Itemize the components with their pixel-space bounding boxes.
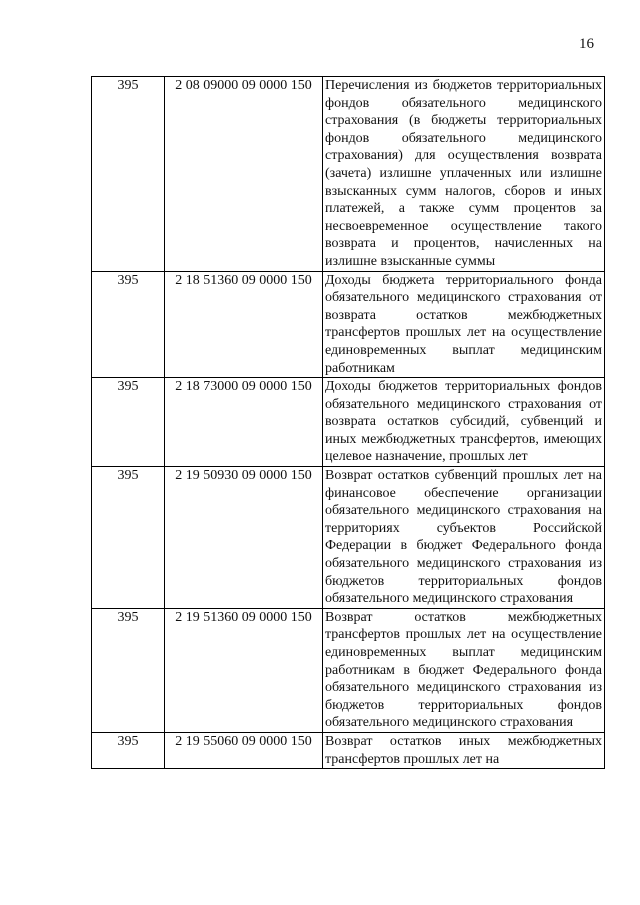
revenue-name-cell: Возврат остатков межбюджетных трансфертов прошлых лет на осуществление единовременных выплат медицинским работникам в бюджет Федерального фонда обязательного медицинского страхования из бюджетов территориальных фондов обязательного медицинского страхования xyxy=(323,608,605,732)
admin-code-cell: 395 xyxy=(92,732,165,768)
table-row xyxy=(92,378,605,467)
classification-code-cell: 2 08 09000 09 0000 150 xyxy=(165,77,323,272)
classification-code-cell: 2 19 51360 09 0000 150 xyxy=(165,608,323,732)
admin-code-cell: 395 xyxy=(92,378,165,467)
table-row xyxy=(92,732,605,768)
table-row xyxy=(92,77,605,272)
page-number: 16 xyxy=(579,36,594,52)
classification-code-cell: 2 19 55060 09 0000 150 xyxy=(165,732,323,768)
classification-code-cell: 2 19 50930 09 0000 150 xyxy=(165,467,323,609)
revenue-name-cell: Перечисления из бюджетов территориальных фондов обязательного медицинского страхования (в бюджеты территориальных фондов обязательного медицинского страхования) для осуществления возврата (зачета) излишне уплаченных или излишне взысканных сумм налогов, сборов и иных платежей, а также сумм процентов за несвоевременное осуществление такого возврата и процентов, начисленных на излишне взысканные суммы xyxy=(323,77,605,272)
classification-code-cell: 2 18 51360 09 0000 150 xyxy=(165,271,323,378)
revenue-name-cell: Доходы бюджета территориального фонда обязательного медицинского страхования от возврата остатков межбюджетных трансфертов прошлых лет на осуществление единовременных выплат медицинским работникам xyxy=(323,271,605,378)
table-row xyxy=(92,467,605,609)
table-row xyxy=(92,608,605,732)
revenue-name-cell: Возврат остатков иных межбюджетных трансфертов прошлых лет на xyxy=(323,732,605,768)
admin-code-cell: 395 xyxy=(92,271,165,378)
admin-code-cell: 395 xyxy=(92,608,165,732)
revenue-name-cell: Доходы бюджетов территориальных фондов обязательного медицинского страхования от возврата остатков субсидий, субвенций и иных межбюджетных трансфертов, имеющих целевое назначение, прошлых лет xyxy=(323,378,605,467)
admin-code-cell: 395 xyxy=(92,467,165,609)
classification-code-cell: 2 18 73000 09 0000 150 xyxy=(165,378,323,467)
revenue-name-cell: Возврат остатков субвенций прошлых лет на финансовое обеспечение организации обязательного медицинского страхования на территориях субъектов Российской Федерации в бюджет Федерального фонда обязательного медицинского страхования из бюджетов территориальных фондов обязательного медицинского страхования xyxy=(323,467,605,609)
revenue-codes-table xyxy=(91,76,605,769)
admin-code-cell: 395 xyxy=(92,77,165,272)
table-row xyxy=(92,271,605,378)
